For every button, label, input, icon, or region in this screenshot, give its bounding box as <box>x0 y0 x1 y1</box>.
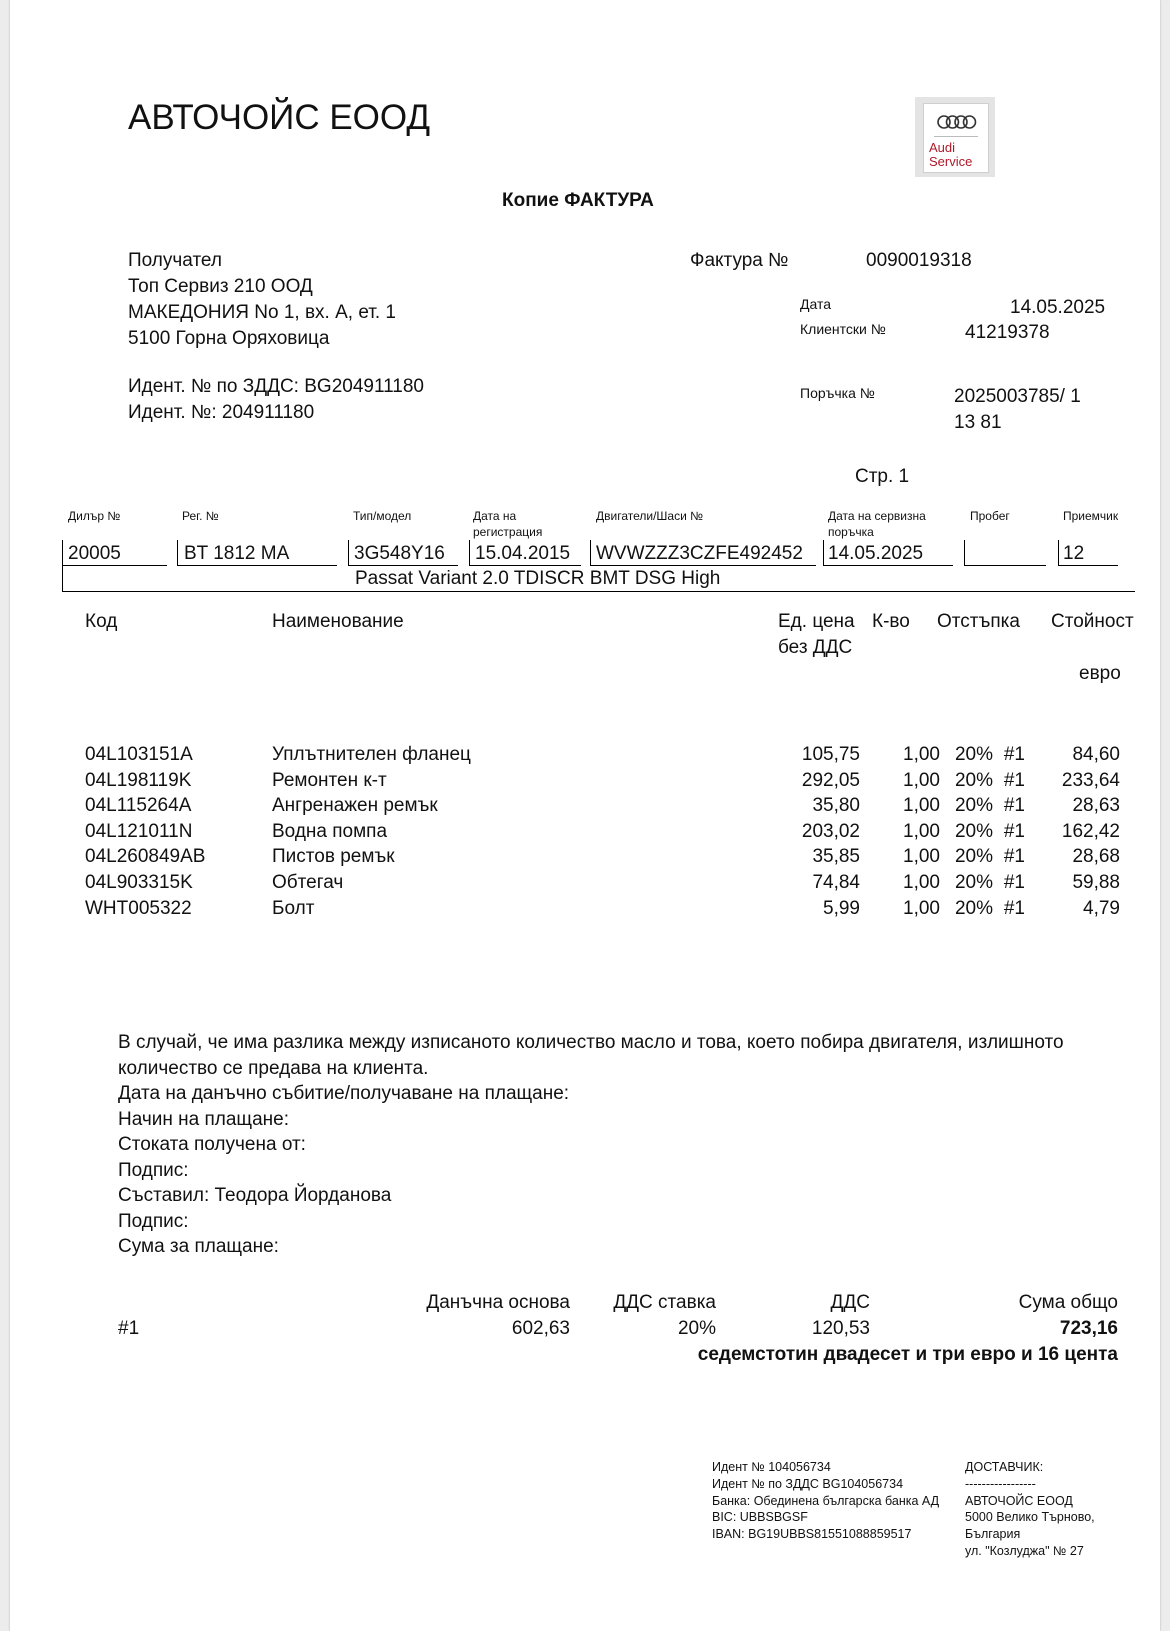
item-code: 04L260849AB <box>85 846 206 868</box>
dealer-header: Дилър № <box>68 509 121 523</box>
recipient-id: Идент. №: 204911180 <box>128 402 315 423</box>
footer-bank: Банка: Обединена българска банка АД <box>712 1493 940 1508</box>
amount-due-line: Сума за плащане: <box>118 1236 279 1257</box>
company-name: АВТОЧОЙС ЕООД <box>128 98 431 137</box>
received-by-line: Стоката получена от: <box>118 1134 306 1155</box>
item-value: 84,60 <box>1072 744 1120 765</box>
currency-label: евро <box>1079 663 1121 684</box>
order-number: 2025003785/ 1 <box>954 386 1081 407</box>
item-code: 04L121011N <box>85 820 193 842</box>
price-column-header <box>778 609 855 661</box>
total-in-words: седемстотин двадесет и три евро и 16 цента <box>697 1344 1118 1365</box>
invoice-date-label: Дата <box>800 296 832 312</box>
item-value: 162,42 <box>1061 820 1120 842</box>
page-number: Стр. 1 <box>855 466 910 487</box>
item-price: 74,84 <box>812 872 860 893</box>
service-date-separator <box>823 540 824 566</box>
mileage-separator <box>964 540 965 566</box>
reg-header: Рег. № <box>182 509 219 523</box>
reg-date-value: 15.04.2015 <box>475 543 571 564</box>
item-discount: 20% <box>954 795 993 817</box>
item-vat-tag: #1 <box>1003 846 1025 868</box>
footer-supplier-country: България <box>965 1527 1021 1542</box>
type-value: 3G548Y16 <box>354 543 445 564</box>
vehicle-frame-left <box>62 540 63 592</box>
item-vat-tag: #1 <box>1003 744 1025 765</box>
reg-date-underline <box>469 565 581 566</box>
client-number-label: Клиентски № <box>800 321 886 337</box>
invoice-page <box>10 0 1160 1631</box>
dealer-underline <box>62 565 167 566</box>
mileage-header: Пробег <box>970 509 1010 523</box>
item-name: Обтегач <box>272 872 344 893</box>
tax-base-value: 602,63 <box>511 1318 570 1339</box>
item-name: Уплътнителен фланец <box>272 744 471 765</box>
price-column-header-line-1: Ед. цена <box>778 611 855 632</box>
engine-header: Двигатели/Шаси № <box>596 509 703 523</box>
item-discount: 20% <box>954 872 993 893</box>
qty-column-header: К-во <box>872 611 910 632</box>
recipient-label: Получател <box>128 250 222 271</box>
value-column-header: Стойност <box>1051 611 1134 632</box>
item-vat-tag: #1 <box>1003 795 1025 817</box>
name-column-header: Наименование <box>272 611 404 632</box>
recipient-address-2: 5100 Горна Оряховица <box>128 328 330 349</box>
compiled-by-line: Съставил: Теодора Йорданова <box>118 1185 392 1206</box>
discount-column-header: Отстъпка <box>937 611 1020 632</box>
invoice-number-label: Фактура № <box>690 250 789 271</box>
mileage-underline <box>964 565 1046 566</box>
item-discount: 20% <box>954 769 993 791</box>
footer-supplier-city: 5000 Велико Търново, <box>965 1510 1095 1525</box>
footer-supplier-street: ул. "Козлуджа" № 27 <box>965 1543 1084 1558</box>
document-title: Копие ФАКТУРА <box>502 190 654 211</box>
vehicle-frame-bottom <box>62 591 1135 592</box>
reg-value: BT 1812 MA <box>184 543 290 564</box>
recipient-name: Топ Сервиз 210 ООД <box>128 276 313 297</box>
item-value: 4,79 <box>1083 897 1120 919</box>
item-vat-tag: #1 <box>1003 820 1025 842</box>
item-discount: 20% <box>954 897 993 919</box>
reg-underline <box>177 565 337 566</box>
item-qty: 1,00 <box>903 872 940 893</box>
logo-brand: Audi <box>929 140 956 155</box>
item-code: 04L115264A <box>85 795 192 817</box>
service-date-underline <box>823 565 953 566</box>
invoice-date: 14.05.2025 <box>1010 297 1106 318</box>
item-price: 35,80 <box>812 795 860 817</box>
item-qty: 1,00 <box>903 846 940 868</box>
engine-separator <box>590 540 591 566</box>
engine-underline <box>590 565 816 566</box>
service-date-header-line-1: Дата на сервизна <box>828 509 926 523</box>
oil-note: В случай, че има разлика между изписаното количество масло и това, което побира двигателя, излишното количество се предава на клиента. <box>118 1032 1064 1079</box>
vat-rate-header: ДДС ставка <box>613 1292 716 1313</box>
footer-supplier-label: ДОСТАВЧИК: <box>965 1460 1044 1474</box>
item-price: 35,85 <box>812 846 860 868</box>
receiver-underline <box>1058 565 1118 566</box>
item-name: Болт <box>272 897 315 919</box>
payment-method-line: Начин на плащане: <box>118 1108 289 1130</box>
item-qty: 1,00 <box>903 897 940 919</box>
item-discount: 20% <box>954 744 993 765</box>
item-price: 292,05 <box>801 769 860 791</box>
receiver-separator <box>1058 540 1059 566</box>
receiver-value: 12 <box>1063 543 1085 564</box>
dealer-value: 20005 <box>68 543 121 564</box>
item-discount: 20% <box>954 820 993 842</box>
item-vat-tag: #1 <box>1003 769 1025 791</box>
service-date-header <box>828 508 926 540</box>
recipient-address-1: МАКЕДОНИЯ No 1, вх. А, ет. 1 <box>128 302 396 323</box>
receiver-header: Приемчик <box>1063 509 1119 523</box>
footer-supplier <box>965 1459 1095 1560</box>
item-vat-tag: #1 <box>1003 872 1025 893</box>
item-discount: 20% <box>954 846 993 868</box>
summary-tag: #1 <box>118 1318 140 1339</box>
footer-vat-id: Идент № по ЗДДС BG104056734 <box>712 1476 904 1491</box>
item-name: Пистов ремък <box>272 846 395 868</box>
item-qty: 1,00 <box>903 769 940 791</box>
reg-separator <box>177 540 178 566</box>
footer-supplier-name: АВТОЧОЙС ЕООД <box>965 1493 1073 1508</box>
reg-date-separator <box>469 540 470 566</box>
vat-value: 120,53 <box>811 1318 870 1339</box>
audi-service-logo <box>915 97 995 177</box>
vat-header: ДДС <box>830 1292 870 1313</box>
invoice-number: 0090019318 <box>866 250 972 271</box>
order-number-line-2: 13 81 <box>954 412 1002 433</box>
service-date-header-line-2: поръчка <box>828 525 874 539</box>
item-code: WHT005322 <box>85 897 192 919</box>
signature-line-1: Подпис: <box>118 1159 189 1181</box>
vehicle-model: Passat Variant 2.0 TDISCR BMT DSG High <box>355 568 721 589</box>
recipient-vat-id: Идент. № по ЗДДС: BG204911180 <box>128 376 424 397</box>
item-price: 5,99 <box>823 897 860 919</box>
footer-bic: BIC: UBBSBGSF <box>712 1510 808 1525</box>
notes-block <box>118 1030 1098 1260</box>
item-code: 04L903315K <box>85 872 193 893</box>
item-value: 28,68 <box>1072 846 1120 868</box>
item-vat-tag: #1 <box>1003 897 1025 919</box>
item-value: 233,64 <box>1061 769 1120 791</box>
footer-divider: ----------------- <box>965 1476 1036 1491</box>
signature-line-2: Подпис: <box>118 1210 189 1232</box>
item-code: 04L198119K <box>85 769 192 791</box>
item-value: 59,88 <box>1072 872 1120 893</box>
reg-date-header <box>473 508 542 540</box>
tax-event-line: Дата на данъчно събитие/получаване на плащане: <box>118 1083 570 1104</box>
total-header: Сума общо <box>1018 1292 1118 1313</box>
footer-bank-details <box>712 1459 939 1543</box>
item-qty: 1,00 <box>903 820 940 842</box>
tax-base-header: Данъчна основа <box>426 1292 570 1313</box>
order-number-label: Поръчка № <box>800 385 875 401</box>
price-column-header-line-2: без ДДС <box>778 637 853 658</box>
total-value: 723,16 <box>1059 1318 1118 1339</box>
service-date-value: 14.05.2025 <box>828 543 924 564</box>
item-value: 28,63 <box>1072 795 1120 817</box>
logo-sub: Service <box>929 154 973 169</box>
type-underline <box>348 565 458 566</box>
type-header: Тип/модел <box>353 509 412 523</box>
footer-iban: IBAN: BG19UBBS81551088859517 <box>712 1527 912 1542</box>
item-code: 04L103151A <box>85 744 193 765</box>
item-name: Водна помпа <box>272 820 388 842</box>
item-price: 203,02 <box>801 820 860 842</box>
type-separator <box>348 540 349 566</box>
item-qty: 1,00 <box>903 795 940 817</box>
engine-value: WVWZZZ3CZFE492452 <box>596 543 803 564</box>
item-name: Ангренажен ремък <box>272 795 438 817</box>
item-name: Ремонтен к-т <box>272 769 387 791</box>
footer-id: Идент № 104056734 <box>712 1460 831 1474</box>
client-number: 41219378 <box>965 322 1050 343</box>
audi-rings-icon <box>936 114 978 130</box>
vat-rate-value: 20% <box>677 1318 716 1339</box>
reg-date-header-line-2: регистрация <box>473 525 543 539</box>
reg-date-header-line-1: Дата на <box>473 509 517 523</box>
code-column-header: Код <box>85 611 118 632</box>
item-qty: 1,00 <box>903 744 940 765</box>
item-price: 105,75 <box>801 744 860 765</box>
